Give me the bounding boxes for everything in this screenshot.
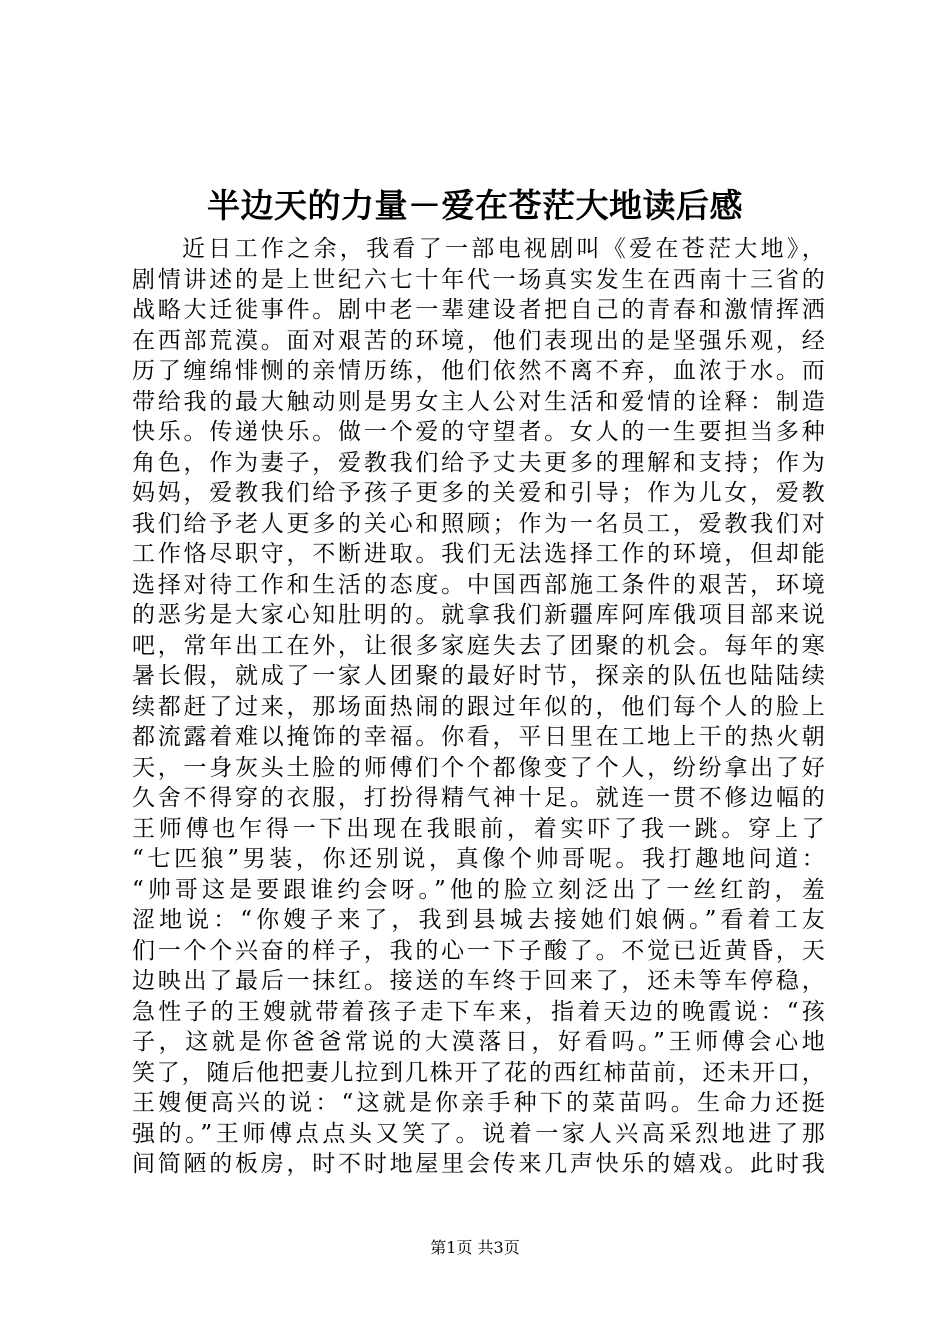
paragraph-line: 妈妈，爱教我们给予孩子更多的关爱和引导；作为儿女，爱教 bbox=[132, 480, 826, 506]
document-title: 半边天的力量－爱在苍茫大地读后感 bbox=[207, 186, 743, 225]
paragraph-line: 战略大迁徙事件。剧中老一辈建设者把自己的青春和激情挥洒 bbox=[132, 297, 826, 323]
paragraph-line: 吧，常年出工在外，让很多家庭失去了团聚的机会。每年的寒 bbox=[132, 632, 826, 659]
paragraph-line: 续都赶了过来，那场面热闹的跟过年似的，他们每个人的脸上 bbox=[132, 693, 826, 720]
paragraph-line: 王嫂便高兴的说：“这就是你亲手种下的菜苗吗。生命力还挺 bbox=[132, 1090, 826, 1116]
paragraph-line: 都流露着难以掩饰的幸福。你看，平日里在工地上干的热火朝 bbox=[132, 724, 826, 750]
paragraph-line: 带给我的最大触动则是男女主人公对生活和爱情的诠释：制造 bbox=[132, 388, 826, 415]
paragraph-line: 我们给予老人更多的关心和照顾；作为一名员工，爱教我们对 bbox=[132, 510, 826, 537]
page-number-footer: 第1页 共3页 bbox=[430, 1238, 520, 1257]
paragraph-line: 久舍不得穿的衣服，打扮得精气神十足。就连一贯不修边幅的 bbox=[132, 785, 826, 811]
paragraph-line: 快乐。传递快乐。做一个爱的守望者。女人的一生要担当多种 bbox=[132, 419, 826, 445]
paragraph-line: 间简陋的板房，时不时地屋里会传来几声快乐的嬉戏。此时我 bbox=[132, 1151, 826, 1177]
paragraph-line: 在西部荒漠。面对艰苦的环境，他们表现出的是坚强乐观，经 bbox=[132, 327, 826, 354]
paragraph-line: 近日工作之余，我看了一部电视剧叫《爱在苍茫大地》， bbox=[182, 236, 826, 262]
paragraph-line: 的恶劣是大家心知肚明的。就拿我们新疆库阿库俄项目部来说 bbox=[132, 602, 826, 628]
paragraph-line: 强的。”王师傅点点头又笑了。说着一家人兴高采烈地进了那 bbox=[132, 1120, 826, 1147]
paragraph-line: 涩地说：“你嫂子来了，我到县城去接她们娘俩。”看着工友 bbox=[132, 907, 826, 933]
paragraph-line: 急性子的王嫂就带着孩子走下车来，指着天边的晚霞说：“孩 bbox=[132, 998, 826, 1025]
document-body bbox=[132, 234, 826, 1180]
paragraph-line: 剧情讲述的是上世纪六七十年代一场真实发生在西南十三省的 bbox=[132, 266, 826, 293]
paragraph-line: 暑长假，就成了一家人团聚的最好时节，探亲的队伍也陆陆续 bbox=[132, 663, 826, 689]
paragraph-line: 王师傅也乍得一下出现在我眼前，着实吓了我一跳。穿上了 bbox=[132, 815, 826, 842]
paragraph-line: 们一个个兴奋的样子，我的心一下子酸了。不觉已近黄昏，天 bbox=[132, 937, 826, 964]
paragraph-line: 子，这就是你爸爸常说的大漠落日，好看吗。”王师傅会心地 bbox=[132, 1029, 826, 1055]
paragraph-line: 天，一身灰头土脸的师傅们个个都像变了个人，纷纷拿出了好 bbox=[132, 754, 826, 781]
paragraph-line: 边映出了最后一抹红。接送的车终于回来了，还未等车停稳， bbox=[132, 968, 826, 994]
paragraph-line: 笑了，随后他把妻儿拉到几株开了花的西红柿苗前，还未开口， bbox=[132, 1059, 826, 1086]
paragraph-line: 工作恪尽职守，不断进取。我们无法选择工作的环境，但却能 bbox=[132, 541, 826, 567]
paragraph-line: 历了缠绵悱恻的亲情历练，他们依然不离不弃，血浓于水。而 bbox=[132, 358, 826, 384]
paragraph-line: “七匹狼”男装，你还别说，真像个帅哥呢。我打趣地问道： bbox=[132, 846, 826, 872]
paragraph-line: 选择对待工作和生活的态度。中国西部施工条件的艰苦，环境 bbox=[132, 571, 826, 598]
paragraph-line: 角色，作为妻子，爱教我们给予丈夫更多的理解和支持；作为 bbox=[132, 449, 826, 476]
paragraph-line: “帅哥这是要跟谁约会呀。”他的脸立刻泛出了一丝红韵，羞 bbox=[132, 876, 826, 903]
